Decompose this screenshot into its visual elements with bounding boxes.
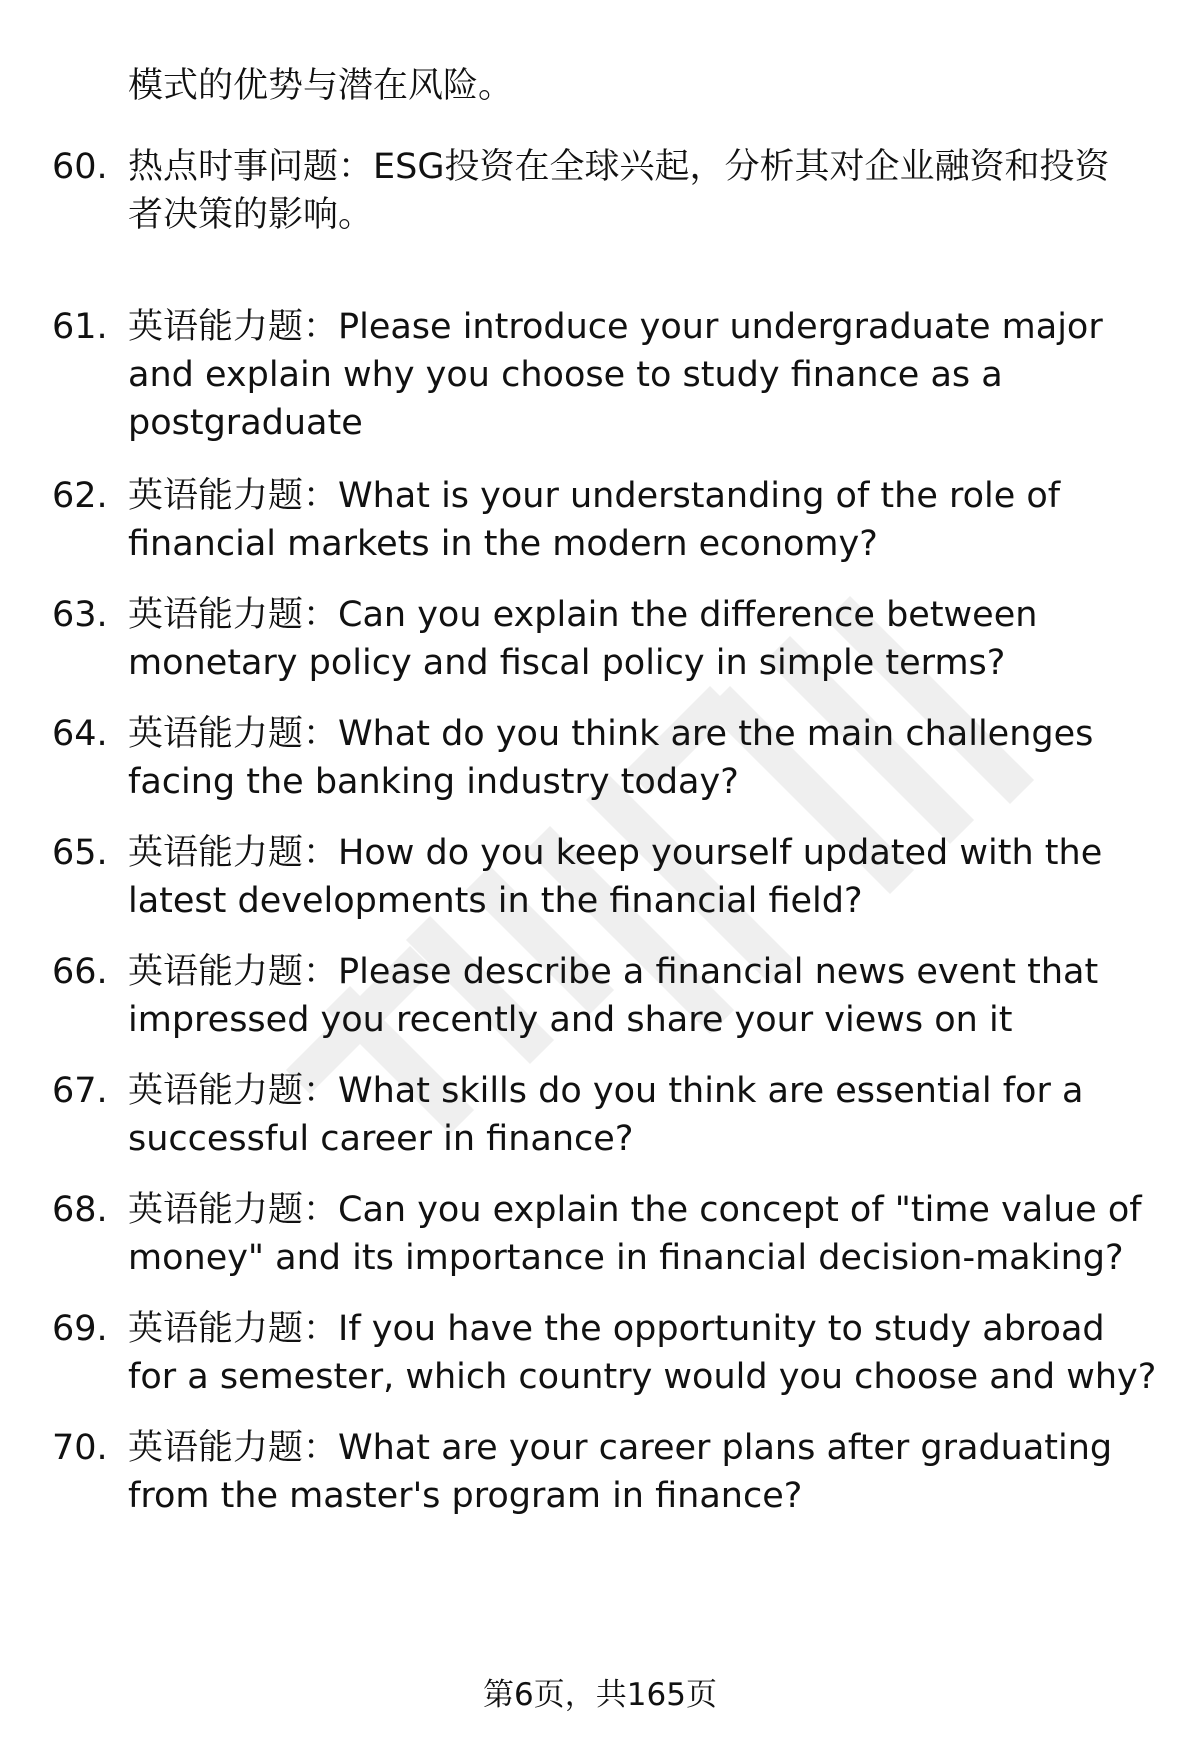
question-number: 65. — [52, 833, 108, 873]
question-line: 者决策的影响。 — [128, 195, 374, 235]
question-text — [128, 948, 1168, 1044]
question-text — [128, 1305, 1168, 1401]
watermark — [190, 470, 1090, 1170]
question-line: 英语能力题：What is your understanding of the role of — [128, 476, 1061, 516]
question-line: impressed you recently and share your views on it — [128, 1000, 1013, 1040]
question-number: 66. — [52, 952, 108, 992]
question-line: 英语能力题：How do you keep yourself updated with the — [128, 833, 1103, 873]
question-line: 英语能力题：What are your career plans after graduating — [128, 1428, 1113, 1468]
question-line: and explain why you choose to study finance as a — [128, 355, 1003, 395]
question-line: for a semester, which country would you choose and why? — [128, 1357, 1157, 1397]
question-number: 67. — [52, 1071, 108, 1111]
question-text — [128, 303, 1168, 447]
question-text — [128, 143, 1168, 239]
question-line: postgraduate — [128, 403, 363, 443]
question-number: 70. — [52, 1428, 108, 1468]
question-number: 62. — [52, 476, 108, 516]
question-line: financial markets in the modern economy? — [128, 524, 878, 564]
question-line: 英语能力题：If you have the opportunity to study abroad — [128, 1309, 1105, 1349]
question-text — [128, 710, 1168, 806]
watermark-graphic — [190, 470, 1090, 1170]
question-line: money" and its importance in financial decision-making? — [128, 1238, 1124, 1278]
question-number: 61. — [52, 307, 108, 347]
question-text — [128, 591, 1168, 687]
question-number: 64. — [52, 714, 108, 754]
question-number: 60. — [52, 147, 108, 187]
question-line: facing the banking industry today? — [128, 762, 739, 802]
question-line: 英语能力题：What skills do you think are essential for a — [128, 1071, 1084, 1111]
question-number: 68. — [52, 1190, 108, 1230]
question-line: 热点时事问题：ESG投资在全球兴起，分析其对企业融资和投资 — [128, 147, 1110, 187]
page-footer: 第6页，共165页 — [483, 1677, 717, 1713]
question-text — [128, 1067, 1168, 1163]
question-text — [128, 829, 1168, 925]
question-number: 69. — [52, 1309, 108, 1349]
question-text — [128, 472, 1168, 568]
continuation-text: 模式的优势与潜在风险。 — [128, 66, 514, 106]
question-text — [128, 1424, 1168, 1520]
question-line: 英语能力题：What do you think are the main challenges — [128, 714, 1094, 754]
question-line: monetary policy and fiscal policy in simple terms? — [128, 643, 1006, 683]
question-line: 英语能力题：Can you explain the concept of "time value of — [128, 1190, 1142, 1230]
question-text — [128, 1186, 1168, 1282]
question-line: latest developments in the financial field? — [128, 881, 863, 921]
question-line: successful career in finance? — [128, 1119, 634, 1159]
question-line: 英语能力题：Please introduce your undergraduate major — [128, 307, 1103, 347]
question-line: from the master's program in finance? — [128, 1476, 803, 1516]
question-number: 63. — [52, 595, 108, 635]
question-line: 英语能力题：Please describe a financial news event that — [128, 952, 1099, 992]
question-line: 英语能力题：Can you explain the difference between — [128, 595, 1038, 635]
